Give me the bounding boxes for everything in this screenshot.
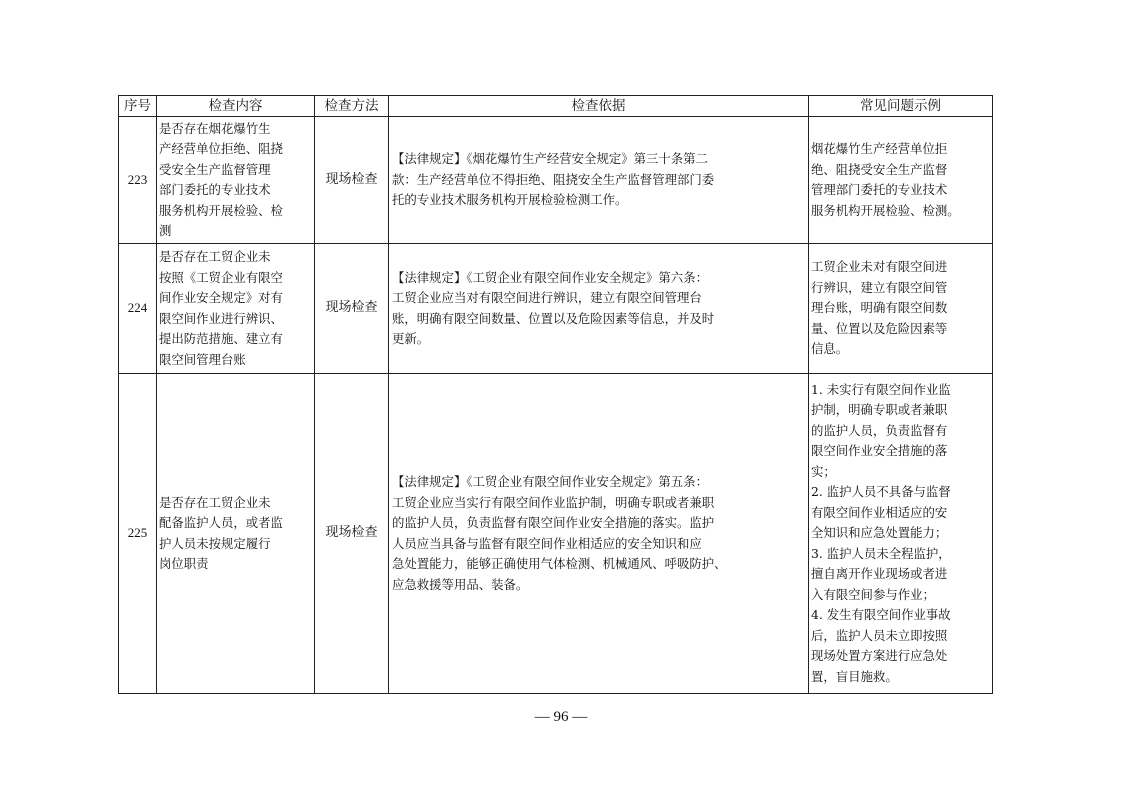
inspection-content-line: 服务机构开展检验、检	[159, 202, 283, 218]
inspection-method: 现场检查	[315, 117, 389, 244]
common-issues-line: 入有限空间参与作业；	[811, 586, 935, 602]
inspection-content	[157, 117, 315, 244]
inspection-content-line: 按照《工贸企业有限空	[159, 269, 283, 285]
common-issues	[809, 117, 993, 244]
common-issues-line: 实；	[811, 463, 836, 479]
inspection-basis	[389, 117, 809, 244]
inspection-basis	[389, 244, 809, 374]
common-issues-line: 4. 发生有限空间作业事故	[811, 607, 951, 623]
common-issues-line: 服务机构开展检验、检测。	[811, 202, 960, 218]
common-issues-line: 绝、阻挠受安全生产监督	[811, 161, 948, 177]
inspection-basis-line: 账，明确有限空间数量、位置以及危险因素等信息，并及时	[392, 310, 715, 326]
common-issues-line: 擅自离开作业现场或者进	[811, 566, 948, 582]
inspection-content-line: 是否存在工贸企业未	[159, 494, 271, 510]
inspection-content-line: 护人员未按规定履行	[159, 535, 271, 551]
inspection-content-line: 受安全生产监督管理	[159, 161, 271, 177]
common-issues-line: 烟花爆竹生产经营单位拒	[811, 141, 948, 156]
common-issues-line: 限空间作业安全措施的落	[811, 443, 948, 459]
row-number: 225	[119, 374, 157, 694]
table-header-row	[119, 96, 993, 117]
header-basis: 检查依据	[389, 96, 809, 117]
inspection-content-line: 是否存在烟花爆竹生	[159, 120, 271, 136]
page-number: — 96 —	[534, 709, 588, 725]
common-issues-line: 工贸企业未对有限空间进	[811, 259, 948, 275]
inspection-table	[118, 95, 993, 694]
common-issues-line: 量、位置以及危险因素等	[811, 320, 948, 336]
inspection-content-line: 配备监护人员，或者监	[159, 515, 283, 530]
common-issues-line: 现场处置方案进行应急处	[811, 648, 948, 664]
table-row	[119, 374, 993, 694]
inspection-basis-line: 人员应当具备与监督有限空间作业相适应的安全知识和应	[392, 535, 702, 551]
common-issues-line: 护制，明确专职或者兼职	[811, 402, 948, 418]
inspection-content-line: 限空间作业进行辨识、	[159, 310, 283, 326]
common-issues-line: 管理部门委托的专业技术	[811, 182, 948, 197]
inspection-basis-line: 更新。	[392, 331, 430, 346]
common-issues-line: 全知识和应急处置能力；	[811, 525, 948, 541]
row-number: 224	[119, 244, 157, 374]
inspection-content-line: 部门委托的专业技术	[159, 182, 271, 197]
table-row	[119, 117, 993, 244]
common-issues	[809, 374, 993, 694]
inspection-method: 现场检查	[315, 244, 389, 374]
inspection-content-line: 限空间管理台账	[159, 351, 246, 367]
inspection-basis-line: 工贸企业应当实行有限空间作业监护制，明确专职或者兼职	[392, 494, 715, 510]
inspection-content-line: 岗位职责	[159, 556, 209, 571]
common-issues-line: 2. 监护人员不具备与监督	[811, 484, 951, 500]
inspection-content	[157, 374, 315, 694]
common-issues-line: 理台账，明确有限空间数	[811, 300, 948, 316]
inspection-basis-line: 款：生产经营单位不得拒绝、阻挠安全生产监督管理部门委	[392, 171, 715, 187]
common-issues-line: 3. 监护人员未全程监护，	[811, 545, 951, 561]
common-issues-line: 后，监护人员未立即按照	[811, 627, 948, 643]
inspection-content	[157, 244, 315, 374]
common-issues-line: 的监护人员，负责监督有	[811, 422, 948, 438]
inspection-basis	[389, 374, 809, 694]
inspection-basis-line: 急处置能力，能够正确使用气体检测、机械通风、呼吸防护、	[392, 556, 727, 571]
inspection-basis-line: 应急救援等用品、装备。	[392, 576, 529, 592]
inspection-basis-line: 【法律规定】《工贸企业有限空间作业安全规定》第六条：	[392, 269, 708, 285]
inspection-basis-line: 【法律规定】《工贸企业有限空间作业安全规定》第五条：	[392, 474, 708, 489]
inspection-content-line: 是否存在工贸企业未	[159, 249, 271, 264]
common-issues-line: 置，盲目施救。	[811, 668, 898, 684]
common-issues-line: 信息。	[811, 341, 849, 357]
common-issues	[809, 244, 993, 374]
inspection-table-container	[118, 95, 992, 694]
inspection-basis-line: 托的专业技术服务机构开展检验检测工作。	[392, 192, 628, 208]
common-issues-line: 1. 未实行有限空间作业监	[811, 381, 951, 397]
header-seq: 序号	[119, 96, 157, 117]
common-issues-line: 有限空间作业相适应的安	[811, 504, 948, 520]
inspection-basis-line: 【法律规定】《烟花爆竹生产经营安全规定》第三十条第二	[392, 151, 708, 167]
inspection-method: 现场检查	[315, 374, 389, 694]
inspection-basis-line: 工贸企业应当对有限空间进行辨识，建立有限空间管理台	[392, 290, 702, 305]
inspection-content-line: 产经营单位拒绝、阻挠	[159, 141, 283, 156]
inspection-basis-line: 的监护人员，负责监督有限空间作业安全措施的落实。监护	[392, 515, 715, 530]
inspection-content-line: 测	[159, 223, 172, 238]
table-row	[119, 244, 993, 374]
header-content: 检查内容	[157, 96, 315, 117]
header-method: 检查方法	[315, 96, 389, 117]
inspection-content-line: 间作业安全规定》对有	[159, 290, 283, 305]
header-issues: 常见问题示例	[809, 96, 993, 117]
inspection-content-line: 提出防范措施、建立有	[159, 331, 283, 346]
common-issues-line: 行辨识，建立有限空间管	[811, 279, 948, 295]
row-number: 223	[119, 117, 157, 244]
